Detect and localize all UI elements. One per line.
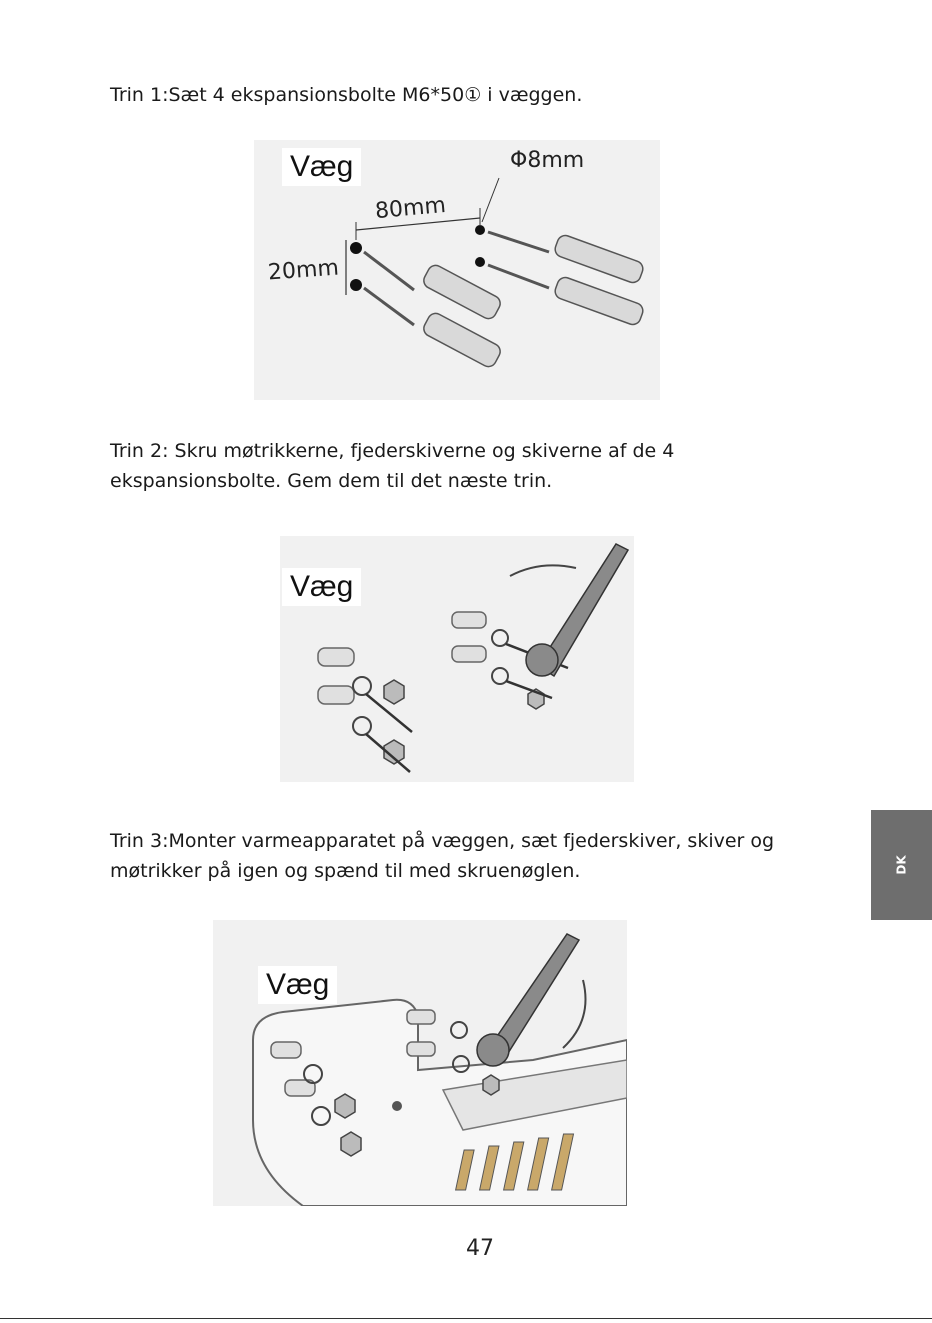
step-3-text: Trin 3:Monter varmeapparatet på væggen, sæt fjederskiver, skiver og møtrikker på igen og spænd til med skruenøglen. [110,830,775,882]
heater-mounting-illustration [213,920,627,1206]
wall-label-1: Væg [282,148,361,186]
language-tab-label: DK [894,855,909,875]
step-1-text: Trin 1:Sæt 4 ekspansionsbolte M6*50① i væggen. [110,84,583,106]
bottom-rule [0,1318,932,1319]
language-tab [871,810,932,920]
wall-label-2: Væg [282,568,361,606]
figure-step-3 [213,920,627,1206]
step-2-text: Trin 2: Skru møtrikkerne, fjederskiverne og skiverne af de 4 ekspansionsbolte. Gem dem til det næste trin. [110,440,675,492]
dimension-20mm: 20mm [267,255,340,286]
page-number: 47 [466,1236,494,1261]
wall-label-3: Væg [258,966,337,1004]
dimension-80mm: 80mm [374,192,447,225]
dimension-diameter: Φ8mm [510,148,585,173]
